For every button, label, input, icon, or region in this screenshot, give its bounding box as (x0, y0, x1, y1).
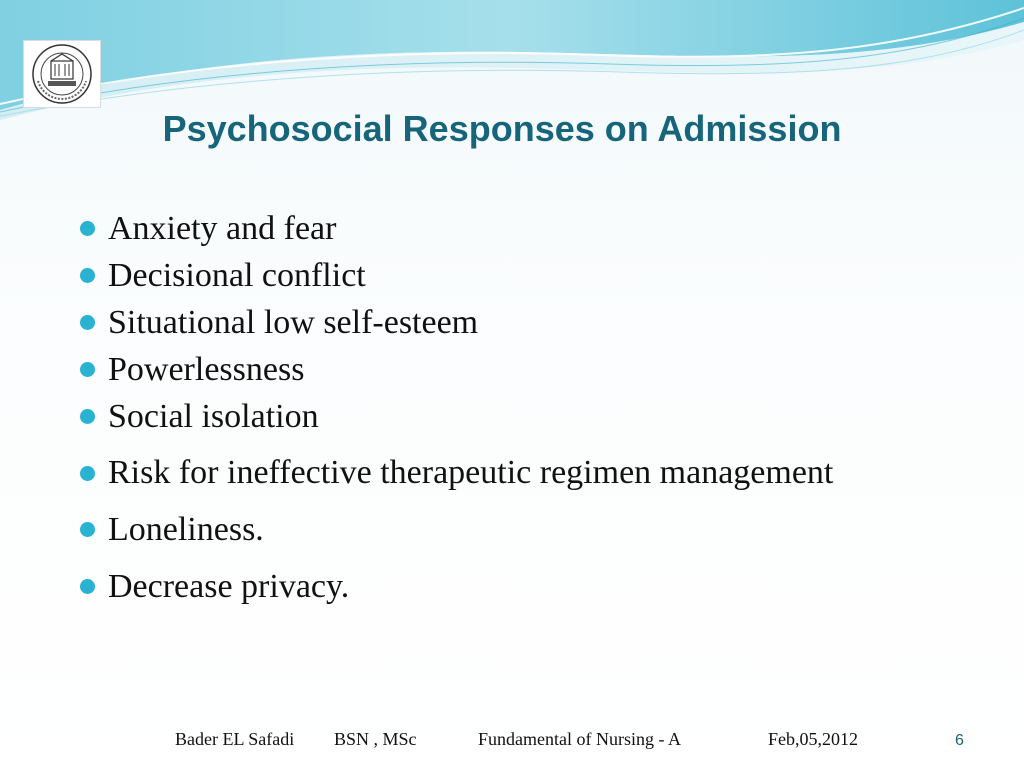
bullet-dot-icon (80, 315, 95, 330)
list-item-text: Powerlessness (108, 351, 305, 388)
list-item (78, 346, 978, 393)
slide-title: Psychosocial Responses on Admission (162, 108, 842, 149)
university-seal-logo (23, 40, 101, 108)
list-item (78, 252, 978, 299)
footer-author: Bader EL Safadi (175, 729, 295, 749)
list-item (78, 450, 978, 496)
bullet-list (78, 205, 978, 610)
page-number: 6 (955, 732, 964, 749)
list-item (78, 299, 978, 346)
list-item (78, 506, 978, 553)
list-item (78, 563, 978, 610)
list-item-text: Loneliness. (108, 511, 264, 548)
list-item (78, 205, 978, 252)
seal-icon (24, 41, 100, 107)
list-item-text: Social isolation (108, 398, 319, 435)
list-item-text: Risk for ineffective therapeutic regimen management (108, 454, 834, 491)
bullet-dot-icon (80, 409, 95, 424)
bullet-dot-icon (80, 268, 95, 283)
list-item-text: Decrease privacy. (108, 568, 350, 605)
bullet-dot-icon (80, 466, 95, 481)
footer-date: Feb,05,2012 (768, 729, 858, 749)
bullet-dot-icon (80, 362, 95, 377)
bullet-dot-icon (80, 221, 95, 236)
footer-degree: BSN , MSc (334, 729, 417, 749)
bullet-dot-icon (80, 579, 95, 594)
list-item-text: Situational low self-esteem (108, 304, 479, 341)
list-item-text: Decisional conflict (108, 257, 366, 294)
list-item (78, 393, 978, 440)
list-item-text: Anxiety and fear (108, 210, 337, 247)
bullet-dot-icon (80, 522, 95, 537)
header-wave-decoration (0, 0, 1024, 120)
footer-course: Fundamental of Nursing - A (478, 729, 681, 749)
